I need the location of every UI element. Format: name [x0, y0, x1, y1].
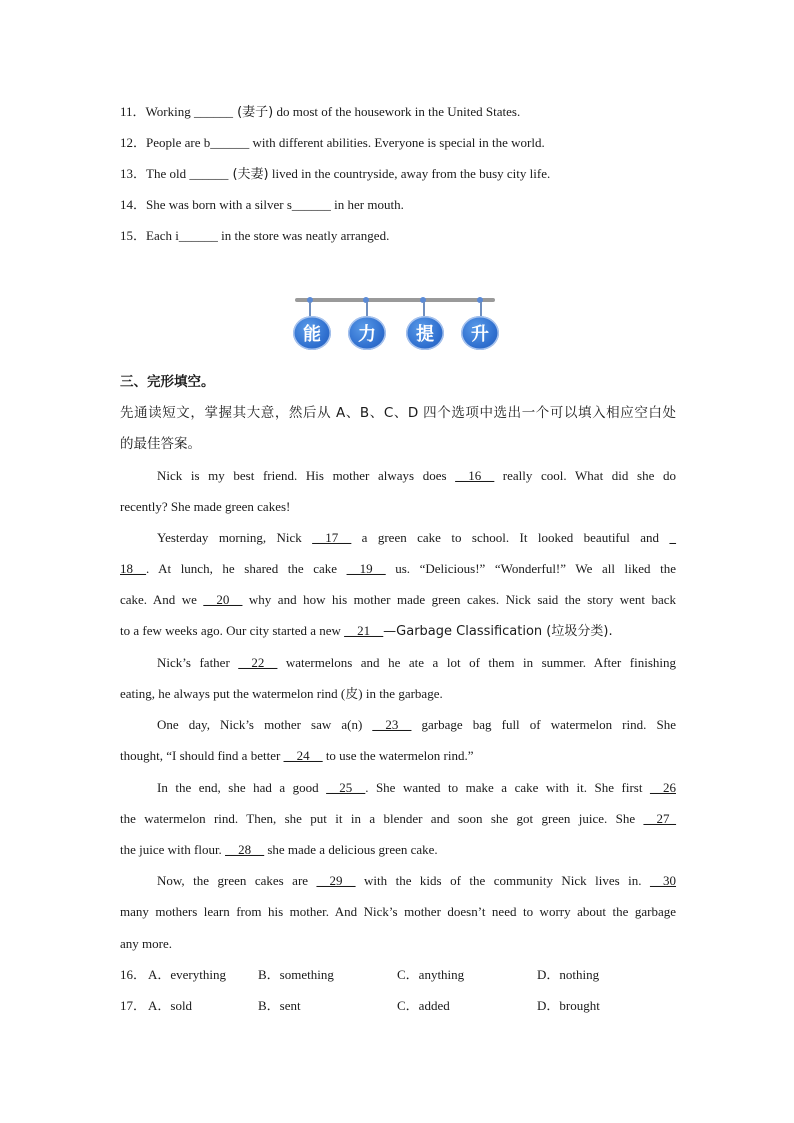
option-number: 17． [120, 998, 147, 1013]
passage-text: . She wanted to make a cake with it. She first [365, 780, 650, 795]
banner-char: 力 [348, 316, 386, 350]
passage-text: to a few weeks ago. Our city started a new [120, 623, 345, 638]
section-heading: 三、完形填空。 [120, 374, 215, 390]
item-number: 12． [120, 135, 147, 150]
item-text: People are b [146, 135, 211, 150]
passage-text: —Garbage Classification (垃圾分类). [383, 624, 613, 639]
item-text: in her mouth. [330, 197, 404, 212]
passage-line: many mothers learn from his mother. And Nick’s mother doesn’t need to worry about the garbage [120, 904, 676, 919]
passage-text: Nick’s father [157, 655, 239, 670]
cloze-blank-22: __22__ [238, 655, 278, 670]
vocab-item-12 [120, 134, 676, 152]
passage-line [157, 779, 676, 797]
option-c: C．added [397, 998, 450, 1013]
cloze-blank-29: __29__ [316, 873, 356, 888]
passage-line [120, 747, 676, 765]
option-a: A．sold [148, 998, 193, 1013]
item-text: She was born with a silver s [146, 197, 292, 212]
cloze-blank-28: __28__ [225, 842, 265, 857]
ability-banner [290, 296, 500, 356]
passage-line: eating, he always put the watermelon rind (皮) in the garbage. [120, 686, 443, 701]
vocab-item-13 [120, 165, 676, 184]
cloze-blank-21: __21__ [344, 623, 384, 638]
vocab-item-11 [120, 103, 676, 122]
item-text: lived in the countryside, away from the busy city life. [268, 166, 551, 181]
passage-text: Now, the green cakes are [157, 873, 317, 888]
cloze-blank-25: __25__ [326, 780, 366, 795]
banner-char: 升 [461, 316, 499, 350]
option-d: D．nothing [537, 967, 600, 982]
item-text: The old [146, 166, 190, 181]
cloze-blank-23: __23__ [372, 717, 412, 732]
item-number: 14． [120, 197, 147, 212]
option-b: B．sent [258, 998, 301, 1013]
banner-stem [309, 302, 311, 316]
banner-stem [480, 302, 482, 316]
passage-line: recently? She made green cakes! [120, 499, 291, 514]
passage-line [120, 591, 676, 609]
option-b: B．something [258, 967, 334, 982]
passage-text: cake. And we [120, 592, 204, 607]
item-text: Working [145, 104, 194, 119]
option-number: 16． [120, 967, 147, 982]
banner-stem [366, 302, 368, 316]
cloze-blank-18: _ [669, 530, 676, 545]
section-instruction: 的最佳答案。 [120, 436, 201, 452]
passage-line [157, 716, 676, 734]
item-number: 11． [120, 104, 146, 119]
passage-text: . At lunch, he shared the cake [146, 561, 347, 576]
cloze-blank-17: __17__ [312, 530, 352, 545]
banner-char: 提 [406, 316, 444, 350]
passage-line [157, 529, 676, 547]
passage-text: a green cake to school. It looked beautiful and [351, 530, 670, 545]
vocab-item-15 [120, 227, 676, 245]
cloze-blank-16: __16__ [455, 468, 495, 483]
passage-text: watermelons and he ate a lot of them in summer. After finishing [277, 655, 676, 670]
passage-text: the watermelon rind. Then, she put it in a blender and soon she got green juice. She [120, 811, 644, 826]
passage-text: In the end, she had a good [157, 780, 327, 795]
passage-text: garbage bag full of watermelon rind. She [411, 717, 676, 732]
answer-blank: ______ [178, 228, 218, 243]
passage-text: to use the watermelon rind.” [322, 748, 474, 763]
answer-blank: ______ [193, 104, 233, 119]
section-instruction: 先通读短文，掌握其大意，然后从 A、B、C、D 四个选项中选出一个可以填入相应空白处 [120, 405, 676, 421]
item-number: 15． [120, 228, 147, 243]
passage-text: why and how his mother made green cakes. Nick said the story went back [242, 592, 677, 607]
answer-blank: ______ [291, 197, 331, 212]
cloze-blank-24: __24__ [283, 748, 323, 763]
passage-text: with the kids of the community Nick lives in. [355, 873, 651, 888]
passage-text: really cool. What did she do [494, 468, 676, 483]
answer-blank: ______ [189, 166, 229, 181]
banner-stem [423, 302, 425, 316]
option-c: C．anything [397, 967, 465, 982]
cloze-blank-18: 18__ [120, 561, 146, 576]
passage-text: she made a delicious green cake. [264, 842, 438, 857]
passage-line [120, 560, 676, 578]
passage-line [120, 622, 676, 641]
passage-line [120, 810, 676, 828]
passage-text: us. “Delicious!” “Wonderful!” We all liked the [385, 561, 676, 576]
cloze-blank-19: __19__ [346, 561, 386, 576]
chinese-hint: (夫妻) [228, 167, 269, 182]
cloze-blank-30: __30 [650, 873, 677, 888]
answer-blank: ______ [210, 135, 250, 150]
chinese-hint: (妻子) [232, 105, 274, 120]
item-number: 13． [120, 166, 147, 181]
passage-text: One day, Nick’s mother saw a(n) [157, 717, 373, 732]
cloze-blank-20: __20__ [203, 592, 243, 607]
item-text: in the store was neatly arranged. [217, 228, 390, 243]
cloze-blank-27: __27_ [643, 811, 676, 826]
item-text: do most of the housework in the United States. [273, 104, 521, 119]
option-d: D．brought [537, 998, 600, 1013]
passage-text: Nick is my best friend. His mother always does [157, 468, 456, 483]
passage-line [157, 654, 676, 672]
banner-bar [295, 298, 495, 302]
passage-line [157, 467, 676, 485]
passage-text: thought, “I should find a better [120, 748, 284, 763]
passage-text: Yesterday morning, Nick [157, 530, 313, 545]
passage-line [120, 841, 676, 859]
vocab-item-14 [120, 196, 676, 214]
banner-char: 能 [293, 316, 331, 350]
option-a: A．everything [148, 967, 226, 982]
cloze-blank-26: __26 [649, 780, 676, 795]
passage-line: any more. [120, 936, 172, 951]
item-text: with different abilities. Everyone is special in the world. [249, 135, 545, 150]
passage-text: the juice with flour. [120, 842, 226, 857]
item-text: Each i [146, 228, 179, 243]
passage-line [157, 872, 676, 890]
